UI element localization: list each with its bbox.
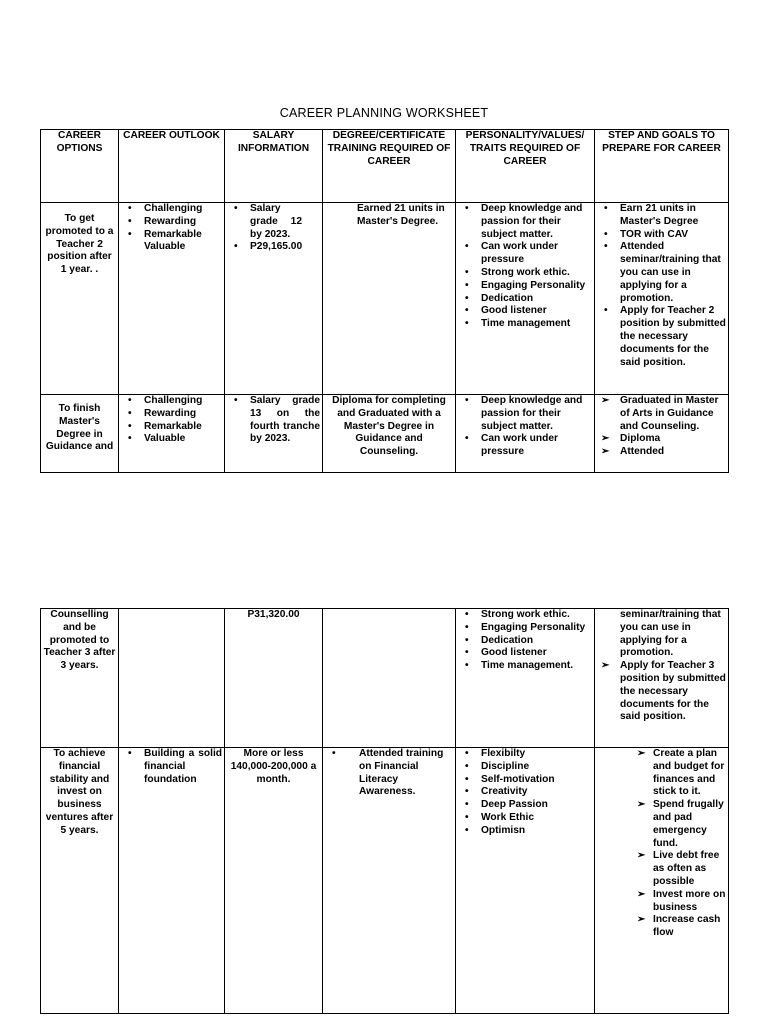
list-item: ➢ Live debt free as often as possible [597, 850, 726, 888]
table-row [41, 748, 729, 1014]
steps-cell [595, 203, 729, 395]
list-item: • Optimisn [458, 825, 592, 838]
list-item: • Time management. [458, 660, 592, 673]
salary-cell [225, 203, 323, 395]
list-item: • Earn 21 units in Master's Degree [597, 203, 726, 229]
table-row [41, 609, 729, 748]
salary-cell: More or less 140,000-200,000 a month. [225, 748, 323, 1014]
career-option-cell: Counselling and be promoted to Teacher 3 after 3 years. [41, 609, 119, 748]
list-item: • Building a solid financial foundation [121, 748, 222, 786]
list-item: • Engaging Personality [458, 280, 592, 293]
career-outlook-cell [119, 203, 225, 395]
worksheet-table-page-1 [40, 129, 729, 473]
list-item: • Good listener [458, 305, 592, 318]
career-outlook-cell [119, 609, 225, 748]
list-item: ➢ Apply for Teacher 3 position by submitted the necessary documents for the said position. [597, 660, 726, 724]
degree-cell [323, 609, 456, 748]
steps-cell [595, 395, 729, 473]
list-item: • Strong work ethic. [458, 609, 592, 622]
list-item: • Rewarding [121, 408, 222, 421]
list-item: ➢ Diploma [597, 433, 726, 446]
list-item: • Remarkable Valuable [121, 229, 222, 255]
list-item: • P29,165.00 [227, 241, 320, 254]
list-item: • Challenging [121, 395, 222, 408]
list-item: • Engaging Personality [458, 622, 592, 635]
list-item: ➢ Invest more on business [597, 889, 726, 915]
steps-cell [595, 748, 729, 1014]
list-item: • Attended seminar/training that you can use in applying for a promotion. [597, 241, 726, 305]
list-item: • Self-motivation [458, 774, 592, 787]
list-item: • Time management [458, 318, 592, 331]
career-outlook-cell [119, 748, 225, 1014]
list-item: • Dedication [458, 635, 592, 648]
career-option-cell: To finish Master's Degree in Guidance and [41, 395, 119, 473]
list-item: • Rewarding [121, 216, 222, 229]
list-item: • Can work under pressure [458, 241, 592, 267]
career-outlook-cell [119, 395, 225, 473]
list-item: • Salary grade 12 by 2023. [227, 203, 302, 241]
header-degree-training: DEGREE/CERTIFICATE TRAINING REQUIRED OF CAREER [323, 130, 456, 203]
worksheet-title: CAREER PLANNING WORKSHEET [279, 106, 489, 120]
list-item: • Salary grade 13 on the fourth tranche by 2023. [227, 395, 320, 446]
list-item: • Deep knowledge and passion for their subject matter. [458, 203, 592, 241]
traits-cell [456, 609, 595, 748]
salary-cell [225, 395, 323, 473]
header-row [41, 130, 729, 203]
list-item: • Strong work ethic. [458, 267, 592, 280]
traits-cell [456, 748, 595, 1014]
header-career-outlook: CAREER OUTLOOK [119, 130, 225, 203]
header-salary-information: SALARY INFORMATION [225, 130, 323, 203]
traits-cell [456, 203, 595, 395]
salary-cell: P31,320.00 [225, 609, 323, 748]
career-option-cell: To get promoted to a Teacher 2 position after 1 year. . [41, 203, 119, 395]
header-personality-traits: PERSONALITY/VALUES/ TRAITS REQUIRED OF CAREER [456, 130, 595, 203]
header-career-options: CAREER OPTIONS [41, 130, 119, 203]
list-item: • Valuable [121, 433, 222, 446]
list-item: ➢ Attended [597, 446, 726, 459]
list-item: • TOR with CAV [597, 229, 726, 242]
steps-continued-text: seminar/training that you can use in applying for a promotion. [620, 609, 721, 659]
career-option-cell: To achieve financial stability and invest on business ventures after 5 years. [41, 748, 119, 1014]
degree-cell: Earned 21 units in Master's Degree. [323, 203, 456, 395]
list-item: • Apply for Teacher 2 position by submitted the necessary documents for the said position. [597, 305, 726, 369]
worksheet-table-page-2 [40, 608, 729, 1014]
list-item: • Discipline [458, 761, 592, 774]
list-item: • Deep Passion [458, 799, 592, 812]
header-steps-goals: STEP AND GOALS TO PREPARE FOR CAREER [595, 130, 729, 203]
degree-cell [323, 748, 456, 1014]
steps-cell [595, 609, 729, 748]
list-item: • Flexibilty [458, 748, 592, 761]
list-item: • Attended training on Financial Literacy Awareness. [325, 748, 453, 799]
list-item: • Remarkable [121, 421, 222, 434]
traits-cell [456, 395, 595, 473]
table-row [41, 203, 729, 395]
table-row [41, 395, 729, 473]
list-item: • Good listener [458, 647, 592, 660]
list-item: • Work Ethic [458, 812, 592, 825]
list-item: • Creativity [458, 786, 592, 799]
list-item: • Can work under pressure [458, 433, 592, 459]
list-item: ➢ Create a plan and budget for finances and stick to it. [597, 748, 726, 799]
list-item: ➢ Increase cash flow [597, 914, 726, 940]
list-item: • Dedication [458, 293, 592, 306]
list-item: ➢ Graduated in Master of Arts in Guidance and Counseling. [597, 395, 726, 433]
list-item: ➢ Spend frugally and pad emergency fund. [597, 799, 726, 850]
list-item: • Deep knowledge and passion for their subject matter. [458, 395, 592, 433]
list-item: • Challenging [121, 203, 222, 216]
degree-cell: Diploma for completing and Graduated with a Master's Degree in Guidance and Counseling. [323, 395, 456, 473]
